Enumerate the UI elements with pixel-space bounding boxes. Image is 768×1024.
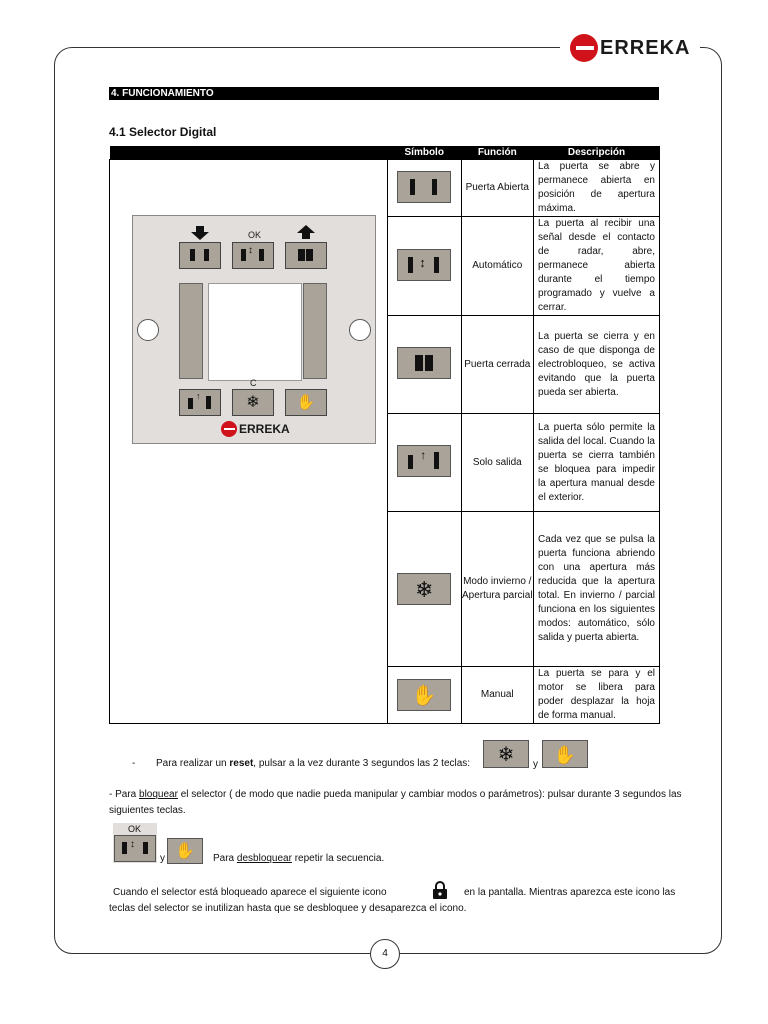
hand-icon: ✋ <box>296 394 316 411</box>
up-arrow-small-icon: ↑ <box>196 391 201 401</box>
description-cell: La puerta se abre y permanece abierta en posición de apertura máxima. <box>534 160 660 217</box>
function-cell: Automático <box>461 217 534 316</box>
function-cell: Puerta Abierta <box>461 160 534 217</box>
reset-dash: - <box>132 758 136 769</box>
open-door-icon <box>397 171 451 203</box>
hand-icon: ✋ <box>542 740 588 768</box>
hand-icon: ✋ <box>397 679 451 711</box>
unlock-and: y <box>160 853 165 864</box>
blocked-text-rest: en la pantalla. Mientras aparezca este icono las teclas del selector se inutilizan hasta que se desbloquee y desaparezca el icono. <box>109 887 676 914</box>
panel-c-label: C <box>250 378 257 388</box>
description-cell: Cada vez que se pulsa la puerta funciona abriendo con una apertura más reducida que la apertura total. En invierno / parcial funciona en los siguientes modos: automático, sólo salida y puerta abierta. <box>534 512 660 667</box>
section-title: 4. FUNCIONAMIENTO <box>109 87 659 100</box>
panel-ok-label: OK <box>248 230 262 240</box>
function-cell: Manual <box>461 667 534 724</box>
function-cell: Modo invierno / Apertura parcial <box>461 512 534 667</box>
lock-instruction: - Para bloquear el selector ( de modo que nadie pueda manipular y cambiar modos o parámetros): pulsar durante 3 segundos las siguientes teclas. <box>109 789 682 816</box>
description-cell: La puerta al recibir una señal desde el contacto de radar, abre, permanece abierta durante el tiempo programado y vuelve a cerrar. <box>534 217 660 316</box>
reset-and: y <box>533 759 538 770</box>
automatic-icon: ↕ <box>114 835 156 862</box>
functions-table <box>109 146 660 724</box>
ok-key-graphic: OK ↕ <box>113 823 157 863</box>
blocked-text-start: Cuando el selector está bloqueado aparece el siguiente icono <box>113 887 387 898</box>
closed-door-icon <box>397 347 451 379</box>
logo-e-icon <box>570 34 598 62</box>
header-function: Función <box>461 146 534 160</box>
logo-text: ERREKA <box>600 36 691 59</box>
panel-left-strip <box>179 283 203 379</box>
selector-panel-cell <box>110 160 388 724</box>
function-cell: Puerta cerrada <box>461 316 534 414</box>
panel-open-button[interactable] <box>179 242 221 269</box>
panel-screw-right <box>349 319 371 341</box>
header-description: Descripción <box>534 146 660 160</box>
function-cell: Solo salida <box>461 414 534 512</box>
description-cell: La puerta sólo permite la salida del local. Cuando la puerta se cierra también se bloquea para impedir la apertura manual desde el exterior. <box>534 414 660 512</box>
panel-winter-button[interactable] <box>232 389 274 416</box>
page-number: 4 <box>370 939 400 969</box>
panel-logo-e-icon <box>221 421 237 437</box>
erreka-logo <box>570 33 690 63</box>
snowflake-icon: ❄ <box>246 394 260 411</box>
subsection-title: 4.1 Selector Digital <box>109 125 217 139</box>
header-symbol: Símbolo <box>387 146 461 160</box>
snowflake-icon: ❄ <box>397 573 451 605</box>
panel-manual-button[interactable] <box>285 389 327 416</box>
exit-only-icon: ↑ <box>397 445 451 477</box>
up-arrow-icon <box>297 225 315 233</box>
hand-icon: ✋ <box>167 838 203 864</box>
panel-screw-left <box>137 319 159 341</box>
selector-panel <box>132 215 376 444</box>
updown-arrow-icon: ↕ <box>248 245 253 256</box>
panel-logo: ERREKA <box>221 421 290 437</box>
reset-instruction: Para realizar un reset, pulsar a la vez durante 3 segundos las 2 teclas: <box>156 758 471 769</box>
panel-right-strip <box>303 283 327 379</box>
description-cell: La puerta se para y el motor se libera para poder desplazar la hoja de forma manual. <box>534 667 660 724</box>
automatic-icon: ↕ <box>397 249 451 281</box>
description-cell: La puerta se cierra y en caso de que disponga de electrobloqueo, se activa evitando que la puerta pueda ser abierta. <box>534 316 660 414</box>
panel-automatic-button[interactable] <box>232 242 274 269</box>
snowflake-icon: ❄ <box>483 740 529 768</box>
down-arrow-icon <box>191 232 209 240</box>
panel-closed-button[interactable] <box>285 242 327 269</box>
panel-display <box>208 283 302 381</box>
table-row <box>110 160 660 217</box>
panel-exit-only-button[interactable] <box>179 389 221 416</box>
table-header-row <box>110 146 660 160</box>
unlock-instruction: Para desbloquear repetir la secuencia. <box>213 853 385 864</box>
